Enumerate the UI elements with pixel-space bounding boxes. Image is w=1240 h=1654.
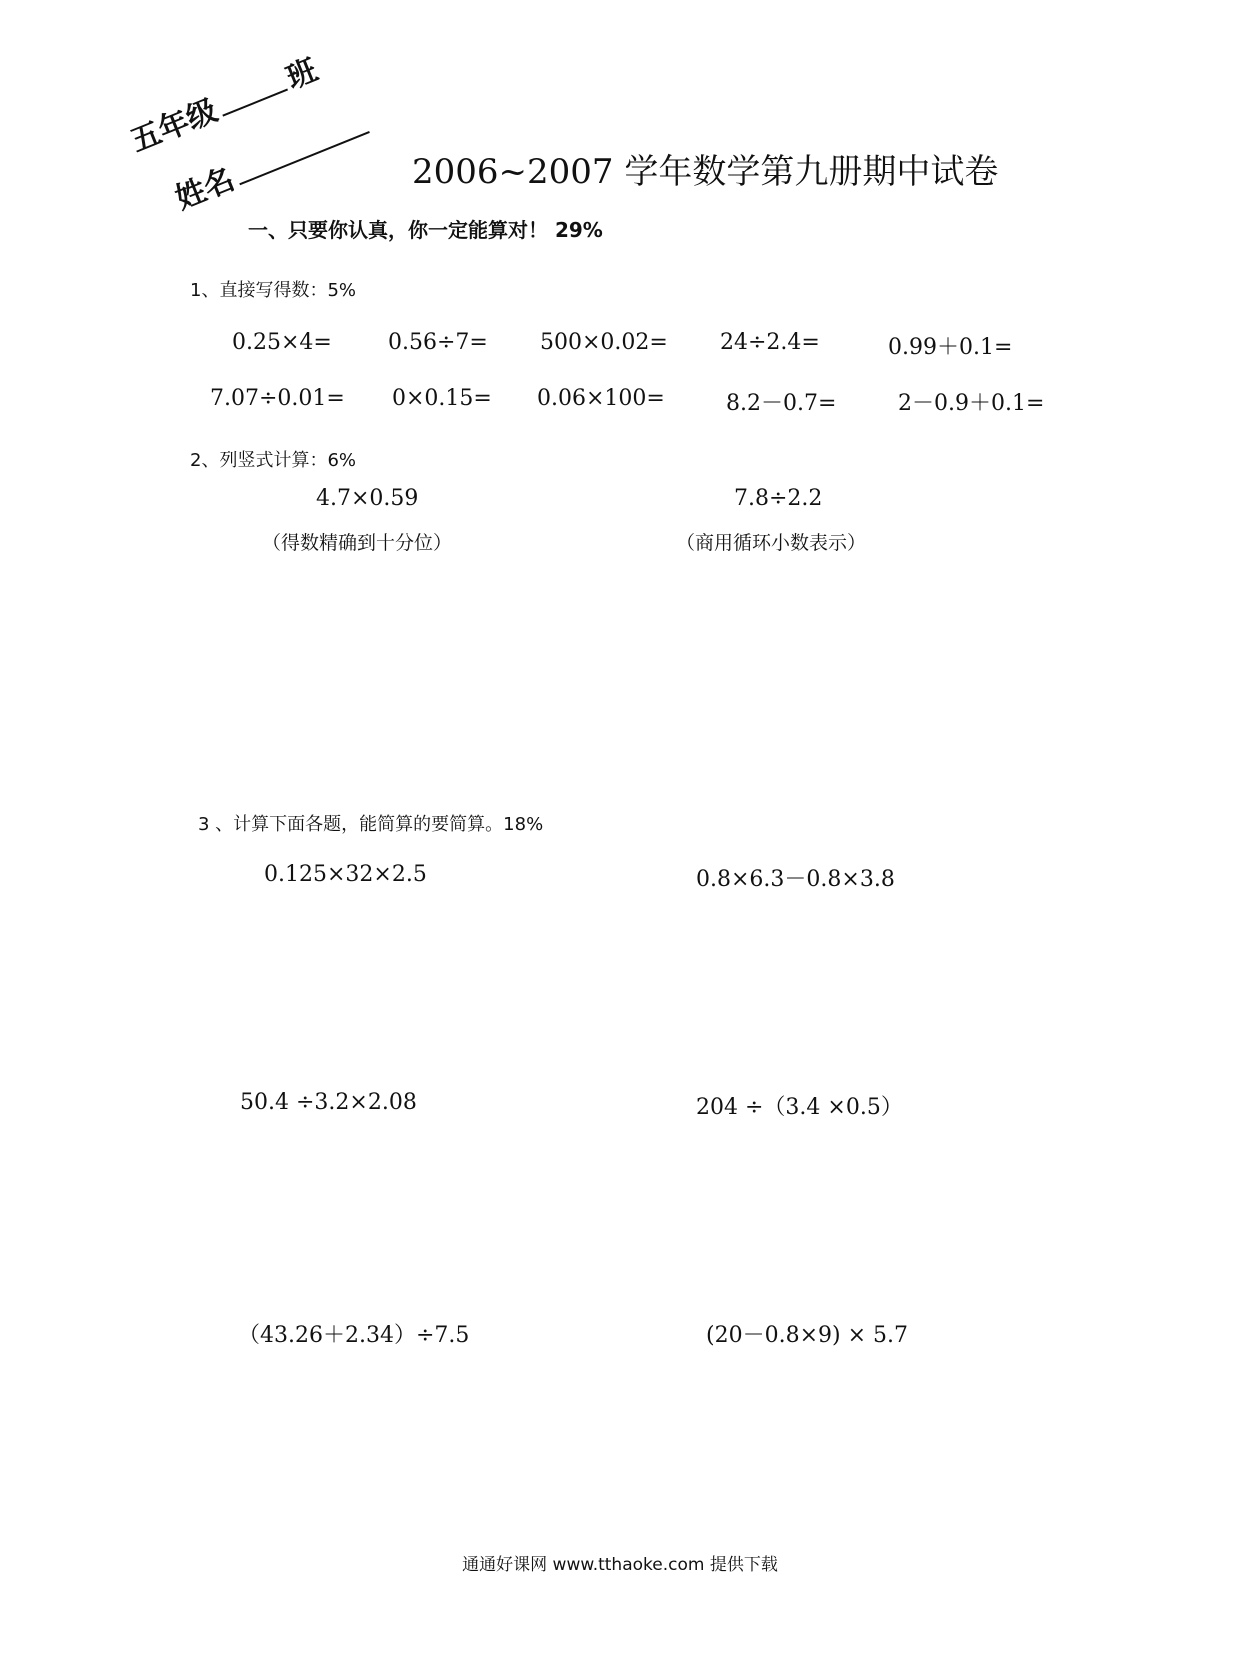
q1-item: 7.07÷0.01= <box>210 386 345 411</box>
q2-expression: 7.8÷2.2 <box>734 486 823 511</box>
q3-item: 0.125×32×2.5 <box>264 862 427 887</box>
q3-item: （43.26＋2.34）÷7.5 <box>238 1323 470 1348</box>
q1-item: 0.99＋0.1= <box>888 335 1013 360</box>
q2-expression: 4.7×0.59 <box>316 486 419 511</box>
q1-item: 24÷2.4= <box>720 330 820 355</box>
q1-item: 2－0.9＋0.1= <box>898 391 1045 416</box>
page-title: 2006~2007 学年数学第九册期中试卷 <box>412 152 999 192</box>
grade-label: 五年级 <box>125 93 223 160</box>
name-label: 姓名 <box>170 161 240 217</box>
class-label: 班 <box>281 52 323 97</box>
q1-item: 0×0.15= <box>392 386 492 411</box>
q1-item: 500×0.02= <box>540 330 668 355</box>
q1-label: 1、直接写得数：5% <box>190 280 357 301</box>
q2-note: （得数精确到十分位） <box>262 532 453 554</box>
class-blank[interactable] <box>222 89 288 117</box>
q3-label: 3 、计算下面各题，能简算的要简算。18% <box>198 814 544 835</box>
q3-item: 204 ÷（3.4 ×0.5） <box>696 1095 903 1120</box>
q3-item: 0.8×6.3－0.8×3.8 <box>696 867 895 892</box>
q3-item: (20－0.8×9) × 5.7 <box>706 1323 908 1348</box>
section1-heading: 一、只要你认真，你一定能算对！ 29% <box>248 218 603 242</box>
q1-item: 8.2－0.7= <box>726 391 837 416</box>
student-info-stamp <box>90 0 391 240</box>
footer-credit: 通通好课网 www.tthaoke.com 提供下载 <box>462 1555 778 1575</box>
q1-item: 0.25×4= <box>232 330 332 355</box>
q3-item: 50.4 ÷3.2×2.08 <box>240 1090 417 1115</box>
q1-item: 0.56÷7= <box>388 330 488 355</box>
q1-item: 0.06×100= <box>537 386 665 411</box>
q2-label: 2、列竖式计算：6% <box>190 450 357 471</box>
q2-note: （商用循环小数表示） <box>676 532 867 554</box>
name-blank[interactable] <box>239 131 370 185</box>
